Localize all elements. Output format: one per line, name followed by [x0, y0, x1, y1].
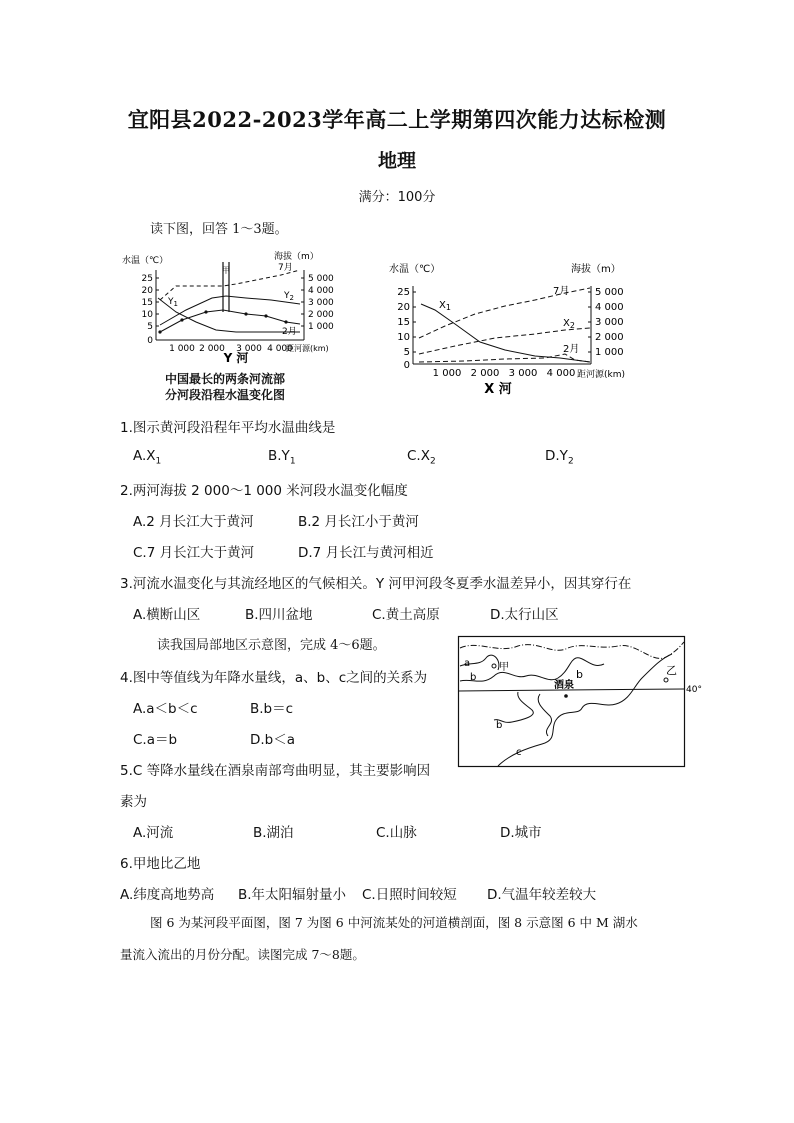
exam-title: 宜阳县2022-2023学年高二上学期第四次能力达标检测	[127, 107, 667, 132]
section3-intro-line1: 图 6 为某河段平面图，图 7 为图 6 中河流某处的河道横剖面，图 8 示意图 6 中 M 湖水	[150, 915, 638, 930]
jia-label: 甲	[222, 266, 230, 275]
x-left-tick: 15	[397, 317, 410, 328]
section3-intro-line2: 量流入流出的月份分配。读图完成 7～8题。	[120, 947, 365, 962]
map-frame	[459, 637, 685, 767]
q1-option-b: $B.Y_1$	[268, 448, 296, 467]
x-left-tick: 20	[397, 302, 410, 313]
jiuquan-label: 酒泉	[554, 680, 574, 691]
y-right-tick: 5 000	[308, 274, 334, 284]
x-left-tick: 10	[397, 332, 410, 343]
y-left-tick: 20	[141, 286, 153, 296]
x-right-tick: 3 000	[595, 317, 624, 328]
isohyet-b-lower-label: b	[496, 720, 503, 731]
q2-option-b: B.2 月长江小于黄河	[298, 514, 419, 530]
q6-stem: 6.甲地比乙地	[120, 856, 201, 872]
q2-option-c: C.7 月长江大于黄河	[133, 545, 255, 561]
q5-option-a: A.河流	[133, 825, 174, 841]
x-river-name: X 河	[484, 382, 512, 397]
y-river-name: Y 河	[223, 351, 249, 365]
q3-option-d: D.太行山区	[490, 607, 559, 623]
jiuquan-point	[564, 694, 568, 698]
x-left-tick: 25	[397, 287, 410, 298]
y-left-tick: 0	[147, 336, 153, 346]
q1-stem: 1.图示黄河段沿程年平均水温曲线是	[120, 420, 336, 436]
q3-option-a: A.横断山区	[133, 607, 201, 623]
y-x-unit: 距河源(km)	[286, 344, 329, 353]
latitude-label: 40°	[686, 685, 702, 695]
q2-option-a: A.2 月长江大于黄河	[133, 514, 254, 530]
y-chart-right-axis-label: 海拔（m）	[274, 252, 319, 262]
y-right-tick: 2 000	[308, 310, 334, 320]
section2-intro: 读我国局部地区示意图，完成 4～6题。	[157, 638, 386, 653]
q6-option-d: D.气温年较差较大	[487, 887, 597, 903]
x1-label: $X_1$	[439, 300, 451, 312]
section1-intro: 读下图，回答 1～3题。	[150, 222, 288, 237]
q5-option-d: D.城市	[500, 825, 542, 841]
q5-stem-line1: 5.C 等降水量线在酒泉南部弯曲明显，其主要影响因	[120, 763, 431, 779]
x-right-tick: 1 000	[595, 347, 624, 358]
q4-option-a: A.a＜b＜c	[133, 701, 198, 717]
y-july-label: 7月	[278, 263, 293, 273]
q6-option-c: C.日照时间较短	[362, 887, 457, 903]
q2-option-d: D.7 月长江与黄河相近	[298, 545, 434, 561]
isohyet-b-right-label: b	[576, 668, 583, 681]
x-right-tick: 2 000	[595, 332, 624, 343]
isohyet-b-left-label: b	[470, 672, 477, 683]
y-caption-line2: 分河段沿程水温变化图	[164, 388, 285, 402]
y-x-tick: 3 000	[236, 344, 262, 354]
x-feb-line	[419, 354, 590, 362]
q5-stem-line2: 素为	[120, 794, 147, 810]
q1-option-d: $D.Y_2$	[545, 448, 574, 467]
q1-option-c: $C.X_2$	[407, 448, 436, 467]
q4-stem: 4.图中等值线为年降水量线，a、b、c之间的关系为	[120, 670, 428, 686]
y-july-line	[160, 270, 300, 300]
x-x-unit: 距河源(km)	[577, 370, 626, 380]
x-x-tick: 1 000	[432, 368, 462, 379]
x2-label: $X_2$	[563, 318, 575, 330]
q6-option-b: B.年太阳辐射量小	[238, 887, 347, 903]
x-left-tick: 5	[403, 347, 410, 358]
subject-title: 地理	[377, 150, 416, 172]
isohyet-a-label: a	[464, 658, 471, 669]
q5-option-b: B.湖泊	[253, 825, 294, 841]
x-river-chart	[385, 258, 655, 398]
jia-map-label: 甲	[499, 662, 509, 673]
q4-option-c: C.a＝b	[133, 732, 178, 748]
y-right-tick: 4 000	[308, 286, 334, 296]
x-right-tick: 5 000	[595, 287, 624, 298]
y-right-tick: 1 000	[308, 322, 334, 332]
q3-option-c: C.黄土高原	[372, 607, 440, 623]
x-x-tick: 4 000	[546, 368, 576, 379]
x-right-tick: 4 000	[595, 302, 624, 313]
x-x-tick: 2 000	[470, 368, 500, 379]
y-caption-line1: 中国最长的两条河流部	[164, 372, 285, 386]
q2-stem: 2.两河海拔 2 000～1 000 米河段水温变化幅度	[120, 483, 408, 499]
regional-map	[458, 636, 702, 768]
y1-label: $Y_1$	[168, 297, 178, 308]
q4-option-b: B.b＝c	[250, 701, 294, 717]
q5-option-c: C.山脉	[376, 825, 417, 841]
y-left-tick: 25	[141, 274, 153, 284]
y-x-tick: 1 000	[169, 344, 195, 354]
y-right-tick: 3 000	[308, 298, 334, 308]
y2-label: $Y_2$	[284, 291, 294, 302]
isohyet-c-label: c	[516, 747, 522, 758]
q3-stem: 3.河流水温变化与其流经地区的气候相关。Y 河甲河段冬夏季水温差异小，因其穿行在	[120, 576, 632, 592]
q6-option-a: A.纬度高地势高	[120, 887, 215, 903]
x-feb-label: 2月	[563, 344, 580, 355]
x-chart-left-axis-label: 水温（℃）	[389, 264, 441, 275]
yi-map-label: 乙	[666, 664, 677, 677]
x-left-tick: 0	[403, 360, 410, 371]
x-july-label: 7月	[553, 286, 570, 297]
y-x-tick: 2 000	[199, 344, 225, 354]
q3-option-b: B.四川盆地	[245, 607, 313, 623]
y-x-tick: 4 000	[267, 344, 293, 354]
y-chart-left-axis-label: 水温（℃）	[122, 256, 169, 266]
y-left-tick: 15	[141, 298, 153, 308]
q1-option-a: $A.X_1$	[133, 448, 162, 467]
y-left-tick: 5	[147, 322, 153, 332]
x-chart-right-axis-label: 海拔（m）	[571, 264, 621, 275]
q4-option-d: D.b＜a	[250, 732, 296, 748]
full-score: 满分：100分	[358, 190, 436, 205]
y-feb-label: 2月	[282, 327, 297, 337]
y-left-tick: 10	[141, 310, 153, 320]
x-x-tick: 3 000	[508, 368, 538, 379]
